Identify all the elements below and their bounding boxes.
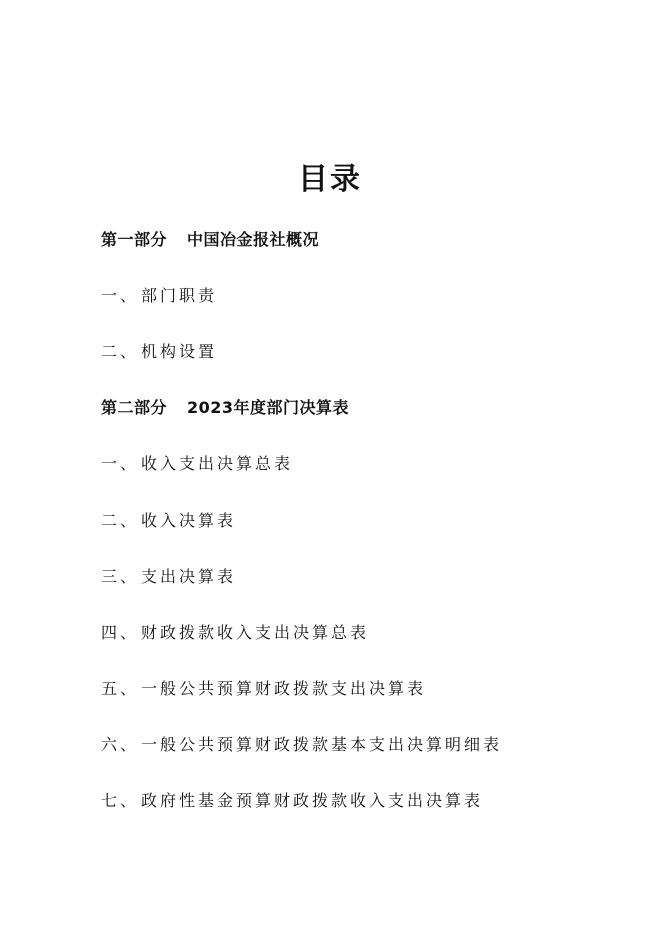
table-of-contents xyxy=(101,210,621,828)
toc-item-title: 机构设置 xyxy=(141,341,218,361)
toc-item-title: 一般公共预算财政拨款基本支出决算明细表 xyxy=(141,735,503,755)
toc-item-general-budget-basic-expense-detail[interactable] xyxy=(101,716,621,772)
toc-item-title: 财政拨款收入支出决算总表 xyxy=(141,622,370,642)
toc-part-label: 第二部分 xyxy=(101,398,168,418)
toc-item-expense[interactable] xyxy=(101,547,621,603)
toc-item-organization[interactable] xyxy=(101,322,621,378)
toc-item-income[interactable] xyxy=(101,491,621,547)
toc-item-income-expense-summary[interactable] xyxy=(101,435,621,491)
toc-part-label: 第一部分 xyxy=(101,229,168,249)
toc-item-number: 一、 xyxy=(101,285,140,305)
toc-part-title: 中国冶金报社概况 xyxy=(187,229,320,249)
toc-part-1[interactable] xyxy=(101,210,621,266)
page-title: 目录 xyxy=(298,162,362,198)
toc-item-number: 二、 xyxy=(101,341,140,361)
toc-item-number: 一、 xyxy=(101,454,140,474)
toc-item-title: 收入决算表 xyxy=(141,510,237,530)
toc-item-department-duties[interactable] xyxy=(101,266,621,322)
toc-item-government-fund-budget[interactable] xyxy=(101,772,621,828)
toc-item-number: 六、 xyxy=(101,735,140,755)
toc-item-number: 二、 xyxy=(101,510,140,530)
toc-item-general-budget-expense[interactable] xyxy=(101,660,621,716)
toc-item-title: 支出决算表 xyxy=(141,566,237,586)
toc-part-title: 2023年度部门决算表 xyxy=(187,398,350,418)
toc-item-fiscal-allocation-summary[interactable] xyxy=(101,603,621,659)
toc-item-title: 部门职责 xyxy=(141,285,218,305)
toc-item-title: 一般公共预算财政拨款支出决算表 xyxy=(141,679,427,699)
toc-item-number: 七、 xyxy=(101,791,140,811)
toc-part-2[interactable] xyxy=(101,379,621,435)
toc-item-title: 政府性基金预算财政拨款收入支出决算表 xyxy=(141,791,484,811)
toc-item-title: 收入支出决算总表 xyxy=(141,454,294,474)
toc-item-number: 三、 xyxy=(101,566,140,586)
toc-item-number: 五、 xyxy=(101,679,140,699)
toc-item-number: 四、 xyxy=(101,622,140,642)
